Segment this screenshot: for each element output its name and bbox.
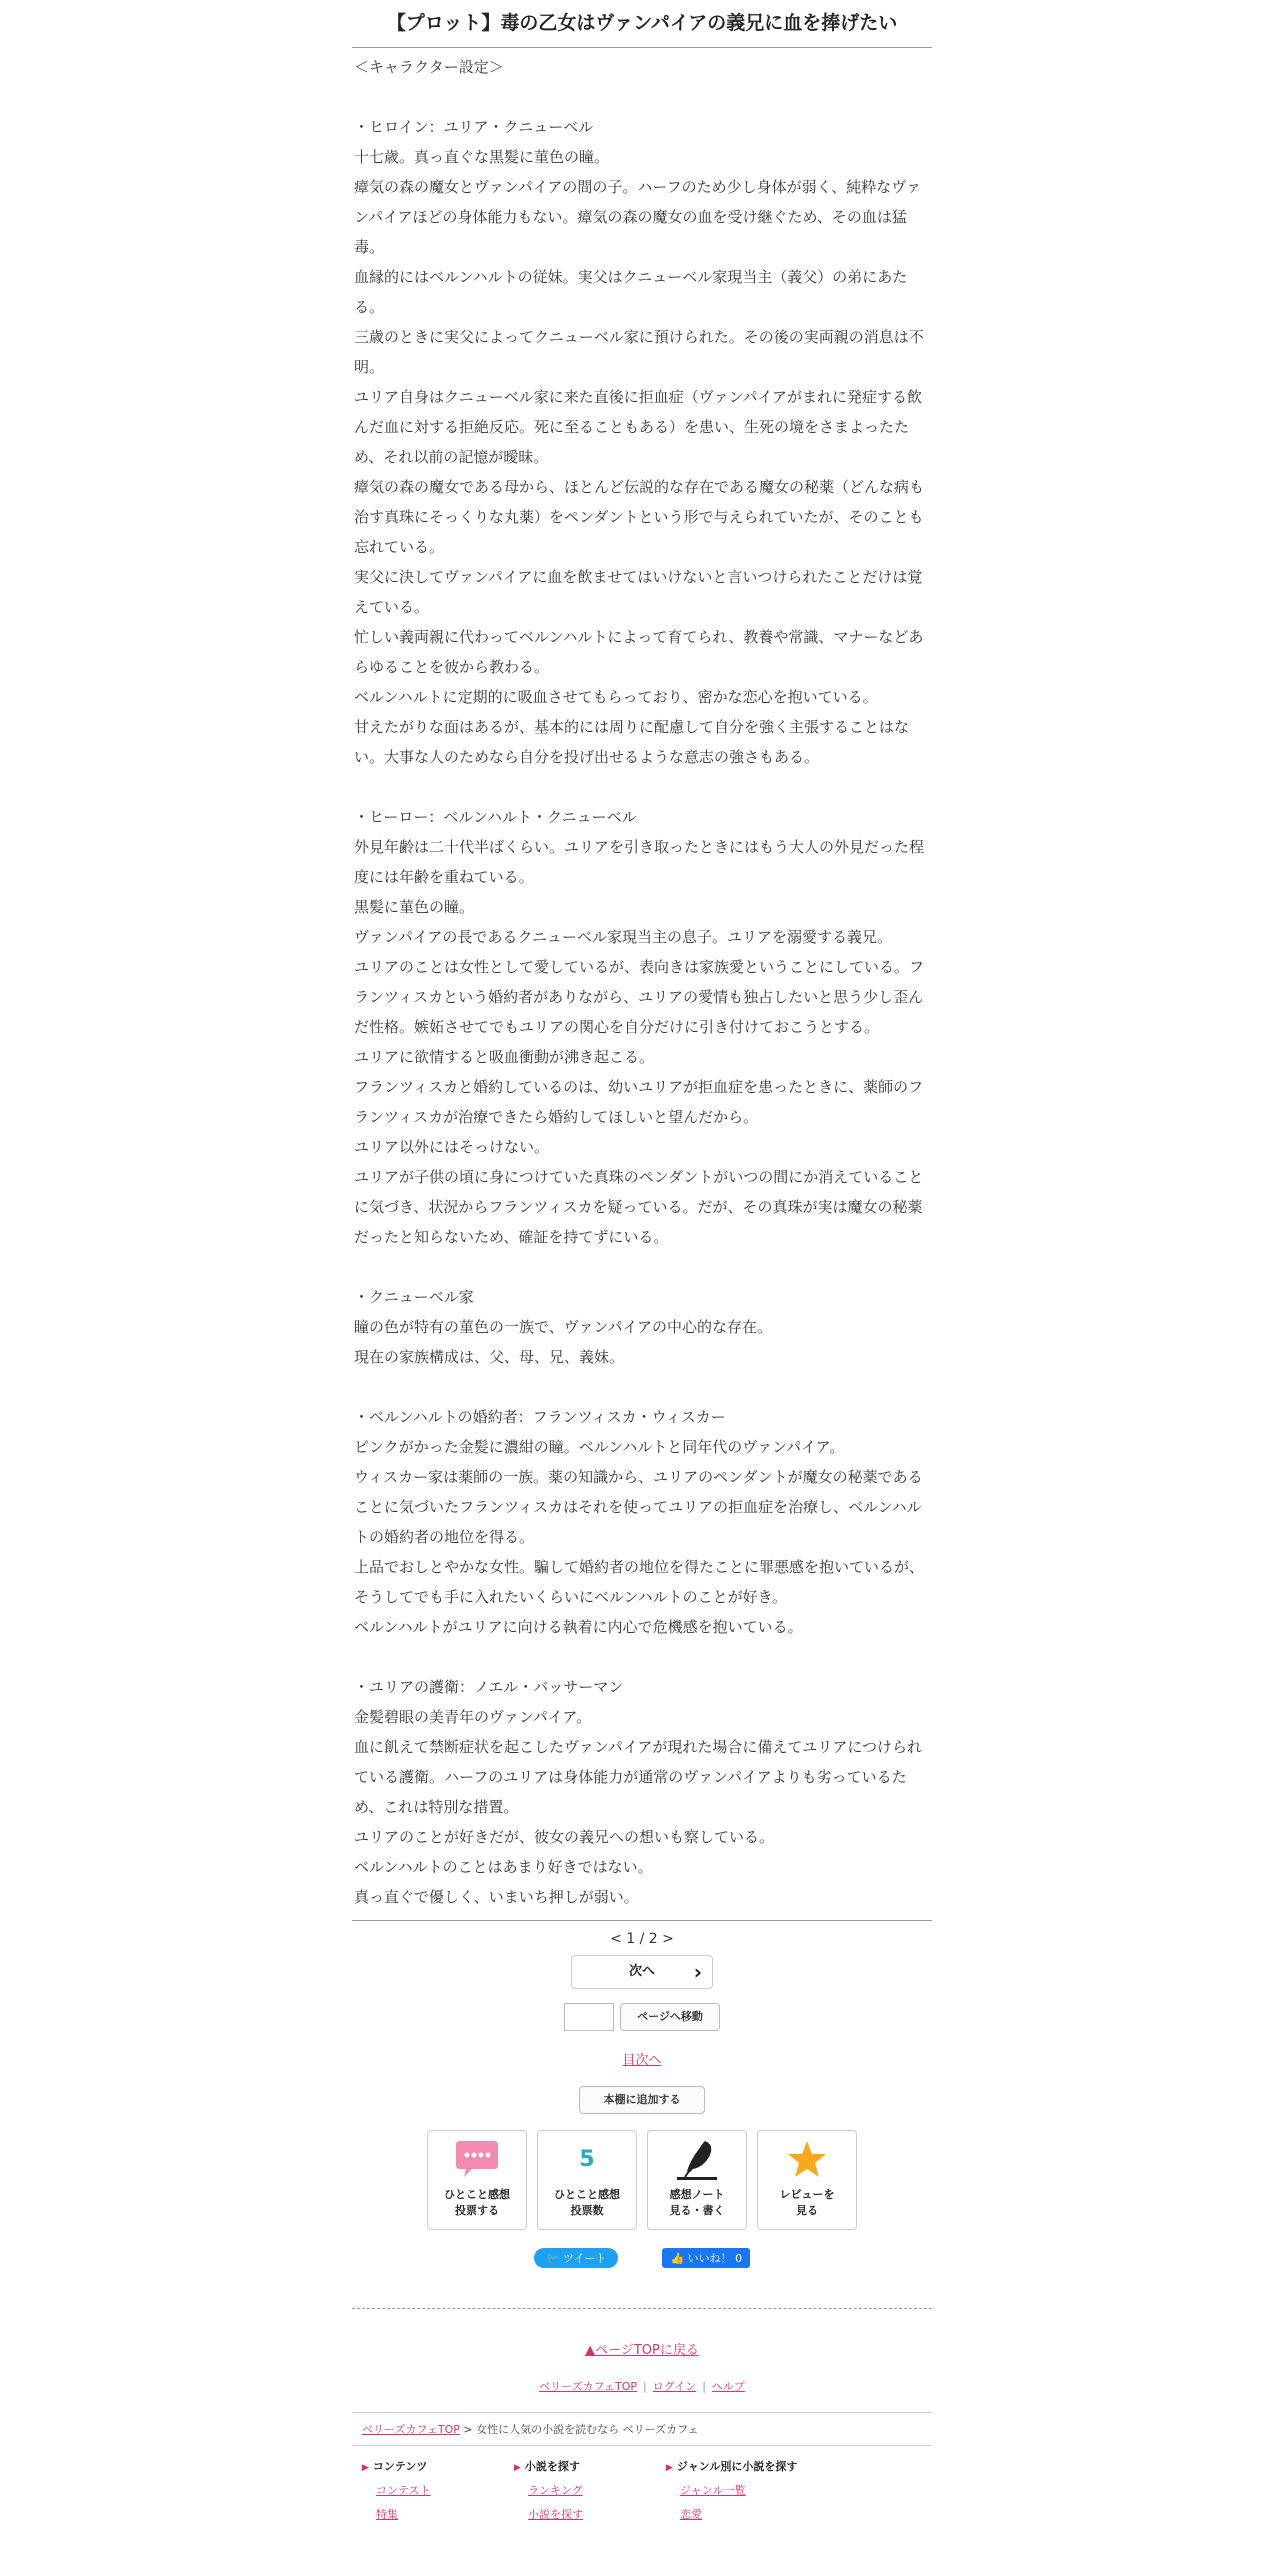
footer-nav-link[interactable]: 小説を探す — [528, 2508, 583, 2521]
card-caption-2: 投票する — [455, 2204, 499, 2217]
story-line: 十七歳。真っ直ぐな黒髪に菫色の瞳。 — [354, 148, 610, 166]
story-line: 瘴気の森の魔女とヴァンパイアの間の子。ハーフのため少し身体が弱く、純粋なヴァンパイアほどの身体能力もない。瘴気の森の魔女の血を受け継ぐため、その血は猛毒。 — [354, 178, 922, 256]
story-line: 現在の家族構成は、父、母、兄、義妹。 — [354, 1348, 625, 1366]
tweet-label: ツイート — [563, 2252, 607, 2265]
separator: | — [702, 2380, 706, 2393]
card-caption-2: 投票数 — [570, 2204, 604, 2217]
page-title: 【プロット】毒の乙女はヴァンパイアの義兄に血を捧げたい — [352, 0, 932, 48]
story-line: ユリア自身はクニューベル家に来た直後に拒血症（ヴァンパイアがまれに発症する飲んだ血に対する拒絶反応。死に至ることもある）を患い、生死の境をさまよったため、それ以前の記憶が曖昧。 — [354, 388, 923, 466]
toc-link[interactable]: 目次へ — [622, 2053, 662, 2068]
story-line: ユリアのことは女性として愛しているが、表向きは家族愛ということにしている。フランツィスカという婚約者がありながら、ユリアの愛情も独占したいと思う少し歪んだ性格。嫉妬させてでもユリアの関心を自分だけに引き付けておこうとする。 — [354, 958, 925, 1036]
reviews-card[interactable] — [757, 2130, 857, 2230]
bird-icon: 🐦 — [545, 2252, 560, 2265]
story-line: ベルンハルトのことはあまり好きではない。 — [354, 1858, 653, 1876]
story-line: ・ユリアの護衛：ノエル・バッサーマン — [354, 1678, 624, 1696]
triangle-right-icon: ▶ — [514, 2463, 521, 2473]
blank-line — [354, 1642, 930, 1672]
story-line: 忙しい義両親に代わってベルンハルトによって育てられ、教養や常識、マナーなどあらゆることを彼から教わる。 — [354, 628, 924, 676]
blank-line — [354, 1252, 930, 1282]
blank-line — [354, 1372, 930, 1402]
separator: | — [643, 2380, 647, 2393]
card-caption-1: 感想ノート — [669, 2188, 725, 2201]
footer-nav-col-genre — [666, 2458, 818, 2530]
story-line: ユリアが子供の頃に身につけていた真珠のペンダントがいつの間にか消えていることに気づき、状況からフランツィスカを疑っている。だが、その真珠が実は魔女の秘薬だったと知らないため、確証を持てずにいる。 — [354, 1168, 924, 1246]
story-line: 血に飢えて禁断症状を起こしたヴァンパイアが現れた場合に備えてユリアにつけられている護衛。ハーフのユリアは身体能力が通常のヴァンパイアよりも劣っているため、これは特別な措置。 — [354, 1738, 923, 1816]
breadcrumb-home-link[interactable]: ベリーズカフェTOP — [362, 2423, 460, 2436]
story-line: ウィスカー家は薬師の一族。薬の知識から、ユリアのペンダントが魔女の秘薬であることに気づいたフランツィスカはそれを使ってユリアの拒血症を治療し、ベルンハルトの婚約者の地位を得る。 — [354, 1468, 923, 1546]
quill-pen-icon — [648, 2131, 746, 2187]
speech-bubble-icon — [428, 2131, 526, 2187]
story-line: ユリアのことが好きだが、彼女の義兄への想いも察している。 — [354, 1828, 775, 1846]
vote-count: 5 — [579, 2146, 595, 2172]
story-line: ・ヒーロー：ベルンハルト・クニューベル — [354, 808, 637, 826]
story-line: ＜キャラクター設定＞ — [354, 58, 504, 76]
chevron-right-icon: › — [693, 1960, 702, 1984]
story-line: ユリアに欲情すると吸血衝動が沸き起こる。 — [354, 1048, 655, 1066]
vote-comment-card[interactable] — [427, 2130, 527, 2230]
jump-to-page-button[interactable]: ページへ移動 — [620, 2003, 720, 2031]
footer-nav-heading: コンテンツ — [372, 2460, 428, 2473]
page — [352, 0, 932, 2530]
story-line: 黒髪に菫色の瞳。 — [354, 898, 475, 916]
footer-nav-link[interactable]: コンテスト — [376, 2484, 431, 2497]
footer-nav-link[interactable]: ランキング — [528, 2484, 583, 2497]
add-to-bookshelf-button[interactable]: 本棚に追加する — [579, 2086, 705, 2114]
like-label: いいね！ 0 — [687, 2252, 743, 2265]
story-line: 瘴気の森の魔女である母から、ほとんど伝説的な存在である魔女の秘薬（どんな病も治す真珠にそっくりな丸薬）をペンダントという形で与えられていたが、そのことも忘れている。 — [354, 478, 925, 556]
impression-note-card[interactable] — [647, 2130, 747, 2230]
page-jump — [352, 2003, 932, 2031]
footer-divider — [352, 2308, 932, 2309]
footer-links — [352, 2378, 932, 2394]
card-caption-2: 見る・書く — [669, 2204, 725, 2217]
footer-nav-link[interactable]: 恋愛 — [680, 2508, 702, 2521]
footer-link-help[interactable]: ヘルプ — [711, 2380, 745, 2393]
story-line: 三歳のときに実父によってクニューベル家に預けられた。その後の実両親の消息は不明。 — [354, 328, 924, 376]
footer-nav-heading: 小説を探す — [524, 2460, 580, 2473]
footer-link-top[interactable]: ベリーズカフェTOP — [539, 2380, 638, 2393]
blank-line — [354, 82, 930, 112]
triangle-right-icon: ▶ — [362, 2463, 369, 2473]
footer-nav-col-contents — [362, 2458, 514, 2530]
story-line: ベルンハルトに定期的に吸血させてもらっており、密かな恋心を抱いている。 — [354, 688, 878, 706]
card-caption-1: レビューを — [779, 2188, 835, 2201]
footer-nav-link[interactable]: 特集 — [376, 2508, 398, 2521]
story-line: 金髪碧眼の美青年のヴァンパイア。 — [354, 1708, 592, 1726]
next-label: 次へ — [628, 1964, 655, 1979]
story-body — [352, 48, 932, 1912]
story-line: 甘えたがりな面はあるが、基本的には周りに配慮して自分を強く主張することはない。大事な人のためなら自分を投げ出せるような意志の強さもある。 — [354, 718, 910, 766]
footer-nav-col-search — [514, 2458, 666, 2530]
page-indicator: < 1 / 2 > — [610, 1931, 674, 1947]
tweet-button[interactable] — [534, 2248, 619, 2268]
reaction-cards — [352, 2130, 932, 2230]
story-line: ユリア以外にはそっけない。 — [354, 1138, 550, 1156]
footer-link-login[interactable]: ログイン — [652, 2380, 697, 2393]
vote-count-card[interactable] — [537, 2130, 637, 2230]
story-line: 上品でおしとやかな女性。騙して婚約者の地位を得たことに罪悪感を抱いているが、そうしてでも手に入れたいくらいにベルンハルトのことが好き。 — [354, 1558, 925, 1606]
page-number-input[interactable] — [564, 2003, 614, 2031]
story-line: ピンクがかった金髪に濃紺の瞳。ベルンハルトと同年代のヴァンパイア。 — [354, 1438, 845, 1456]
story-line: 瞳の色が特有の菫色の一族で、ヴァンパイアの中心的な存在。 — [354, 1318, 773, 1336]
story-line: ベルンハルトがユリアに向ける執着に内心で危機感を抱いている。 — [354, 1618, 803, 1636]
next-page-button[interactable] — [571, 1955, 713, 1989]
story-line: フランツィスカと婚約しているのは、幼いユリアが拒血症を患ったときに、薬師のフランツィスカが治療できたら婚約してほしいと望んだから。 — [354, 1078, 924, 1126]
social-buttons — [352, 2248, 932, 2268]
story-line: ヴァンパイアの長であるクニューベル家現当主の息子。ユリアを溺愛する義兄。 — [354, 928, 893, 946]
card-caption-1: ひとこと感想 — [444, 2188, 510, 2201]
story-line: 外見年齢は二十代半ばくらい。ユリアを引き取ったときにはもう大人の外見だった程度には年齢を重ねている。 — [354, 838, 925, 886]
story-line: 真っ直ぐで優しく、いまいち押しが弱い。 — [354, 1888, 639, 1906]
card-caption-2: 見る — [796, 2204, 818, 2217]
card-caption-1: ひとこと感想 — [554, 2188, 620, 2201]
footer-nav-heading: ジャンル別に小説を探す — [676, 2460, 798, 2473]
story-line: ・ヒロイン：ユリア・クニューベル — [354, 118, 594, 136]
breadcrumb-rest: > 女性に人気の小説を読むなら ベリーズカフェ — [459, 2423, 699, 2436]
story-line: ・ベルンハルトの婚約者：フランツィスカ・ウィスカー — [354, 1408, 726, 1426]
story-line: 実父に決してヴァンパイアに血を飲ませてはいけないと言いつけられたことだけは覚えている。 — [354, 568, 923, 616]
page-top-row — [352, 2339, 932, 2358]
footer-nav-link[interactable]: ジャンル一覧 — [680, 2484, 746, 2497]
page-top-link[interactable]: ▲ページTOPに戻る — [585, 2343, 699, 2358]
blank-line — [354, 772, 930, 802]
story-line: ・クニューベル家 — [354, 1288, 474, 1306]
triangle-right-icon: ▶ — [666, 2463, 673, 2473]
star-icon — [758, 2131, 856, 2187]
thumbs-up-icon: 👍 — [670, 2252, 685, 2265]
story-line: 血縁的にはベルンハルトの従妹。実父はクニューベル家現当主（義父）の弟にあたる。 — [354, 268, 908, 316]
facebook-like-button[interactable] — [662, 2248, 750, 2268]
breadcrumb — [352, 2412, 932, 2446]
toc-link-row — [352, 2049, 932, 2068]
footer-nav — [352, 2446, 932, 2530]
